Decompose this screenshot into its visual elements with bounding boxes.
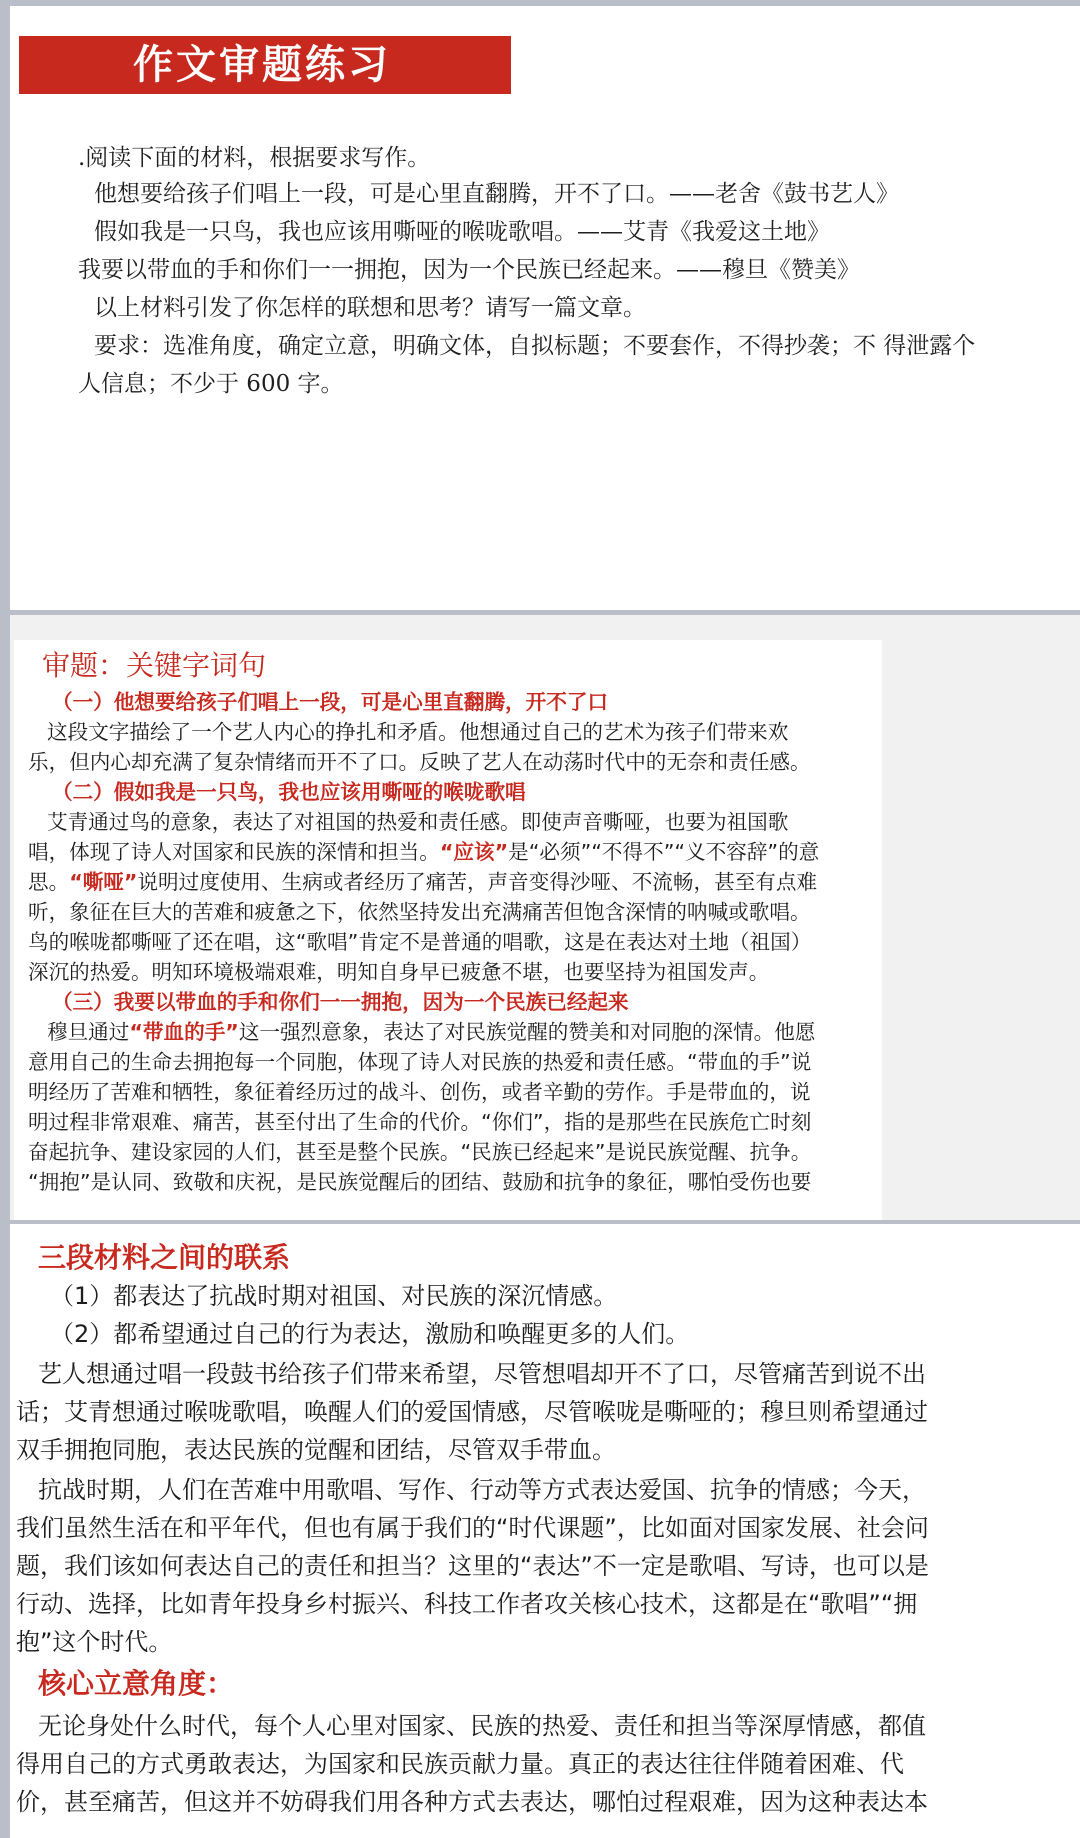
keyword-highlight: “应该” [439, 840, 509, 864]
connection-point-1: （1）都表达了抗战时期对祖国、对民族的深沉情感。 [50, 1282, 618, 1310]
section-1-line: 这段文字描绘了一个艺人内心的挣扎和矛盾。他想通过自己的艺术为孩子们带来欢 [47, 720, 789, 744]
section-2-line: 听，象征在巨大的苦难和疲惫之下，依然坚持发出充满痛苦但饱含深情的呐喊或歌唱。 [28, 900, 811, 924]
section-2-title: （二）假如我是一只鸟，我也应该用嘶哑的喉咙歌唱 [52, 780, 526, 804]
material-quote-1: 他想要给孩子们唱上一段，可是心里直翻腾，开不了口。——老舍《鼓书艺人》 [94, 181, 899, 207]
section-3-line: 明过程非常艰难、痛苦，甚至付出了生命的代价。“你们”，指的是那些在民族危亡时刻 [28, 1110, 812, 1134]
era-paragraph: 抱”这个时代。 [16, 1628, 173, 1656]
connection-paragraph: 双手拥抱同胞，表达民族的觉醒和团结，尽管双手带血。 [16, 1436, 616, 1464]
connection-paragraph: 话；艾青想通过喉咙歌唱，唤醒人们的爱国情感，尽管喉咙是嘶哑的；穆旦则希望通过 [16, 1398, 928, 1426]
section-2-line [28, 868, 817, 896]
section-3-line: 明经历了苦难和牺牲，象征着经历过的战斗、创伤，或者辛勤的劳作。手是带血的，说 [28, 1080, 811, 1104]
era-paragraph: 抗战时期，人们在苦难中用歌唱、写作、行动等方式表达爱国、抗争的情感；今天， [38, 1476, 926, 1504]
text-run: 思。 [28, 870, 70, 894]
text-run: 穆旦通过 [47, 1020, 130, 1044]
section-3-line: 意用自己的生命去拥抱每一个同胞，体现了诗人对民族的热爱和责任感。“带血的手”说 [28, 1050, 812, 1074]
section-3-line [47, 1018, 815, 1046]
text-run: 唱，体现了诗人对国家和民族的深情和担当。 [28, 840, 440, 864]
text-run: 说明过度使用、生病或者经历了痛苦，声音变得沙哑、不流畅，甚至有点难 [137, 870, 818, 894]
section-3-line: 奋起抗争、建设家园的人们，甚至是整个民族。“民族已经起来”是说民族觉醒、抗争。 [28, 1140, 812, 1164]
era-paragraph: 题，我们该如何表达自己的责任和担当？这里的“表达”不一定是歌唱、写诗，也可以是 [16, 1552, 929, 1580]
requirements-line-2: 人信息；不少于 600 字。 [78, 371, 344, 397]
keyword-highlight: “带血的手” [129, 1020, 239, 1044]
keyword-highlight: “嘶哑” [69, 870, 138, 894]
connection-heading: 三段材料之间的联系 [38, 1241, 291, 1274]
section-1-title: （一）他想要给孩子们唱上一段，可是心里直翻腾，开不了口 [52, 690, 609, 714]
section-3-line: “拥抱”是认同、致敬和庆祝，是民族觉醒后的团结、鼓励和抗争的象征，哪怕受伤也要 [28, 1170, 812, 1194]
material-quote-3: 我要以带血的手和你们一一拥抱，因为一个民族已经起来。——穆旦《赞美》 [78, 257, 860, 283]
prompt-instruction: .阅读下面的材料，根据要求写作。 [78, 145, 431, 171]
exercise-panel [10, 0, 1080, 610]
core-theme-paragraph: 价，甚至痛苦，但这并不妨碍我们用各种方式去表达，哪怕过程艰难，因为这种表达本 [16, 1788, 928, 1816]
analysis-heading: 审题：关键字词句 [42, 649, 267, 682]
core-theme-heading: 核心立意角度： [38, 1667, 235, 1700]
section-2-line: 艾青通过鸟的意象，表达了对祖国的热爱和责任感。即使声音嘶哑，也要为祖国歌 [47, 810, 789, 834]
connection-paragraph: 艺人想通过唱一段鼓书给孩子们带来希望，尽管想唱却开不了口，尽管痛苦到说不出 [38, 1360, 926, 1388]
text-run: 这一强烈意象，表达了对民族觉醒的赞美和对同胞的深情。他愿 [238, 1020, 816, 1044]
section-2-line: 鸟的喉咙都嘶哑了还在唱，这“歌唱”肯定不是普通的唱歌，这是在表达对土地（祖国） [28, 930, 812, 954]
writing-prompt [10, 6, 1080, 616]
core-theme-paragraph: 无论身处什么时代，每个人心里对国家、民族的热爱、责任和担当等深厚情感，都值 [38, 1712, 926, 1740]
requirements-line-1: 要求：选准角度，确定立意，明确文体，自拟标题；不要套作，不得抄袭；不 得泄露个 [94, 333, 976, 359]
section-3-title: （三）我要以带血的手和你们一一拥抱，因为一个民族已经起来 [52, 990, 629, 1014]
page-title: 作文审题练习 [19, 36, 511, 94]
section-1-line: 乐，但内心却充满了复杂情绪而开不了口。反映了艺人在动荡时代中的无奈和责任感。 [28, 750, 811, 774]
analysis-panel [14, 640, 882, 1220]
connection-panel [10, 1224, 1080, 1838]
text-run: 是“必须”“不得不”“义不容辞”的意 [508, 840, 820, 864]
connection-point-2: （2）都希望通过自己的行为表达，激励和唤醒更多的人们。 [50, 1320, 690, 1348]
section-2-line: 深沉的热爱。明知环境极端艰难，明知自身早已疲惫不堪，也要坚持为祖国发声。 [28, 960, 770, 984]
era-paragraph: 行动、选择，比如青年投身乡村振兴、科技工作者攻关核心技术，这都是在“歌唱”“拥 [16, 1590, 918, 1618]
core-theme-paragraph: 得用自己的方式勇敢表达，为国家和民族贡献力量。真正的表达往往伴随着困难、代 [16, 1750, 904, 1778]
era-paragraph: 我们虽然生活在和平年代，但也有属于我们的“时代课题”，比如面对国家发展、社会问 [16, 1514, 929, 1542]
prompt-question: 以上材料引发了你怎样的联想和思考？请写一篇文章。 [94, 295, 646, 321]
material-quote-2: 假如我是一只鸟，我也应该用嘶哑的喉咙歌唱。——艾青《我爱这土地》 [94, 219, 830, 245]
section-2-line [28, 838, 819, 866]
